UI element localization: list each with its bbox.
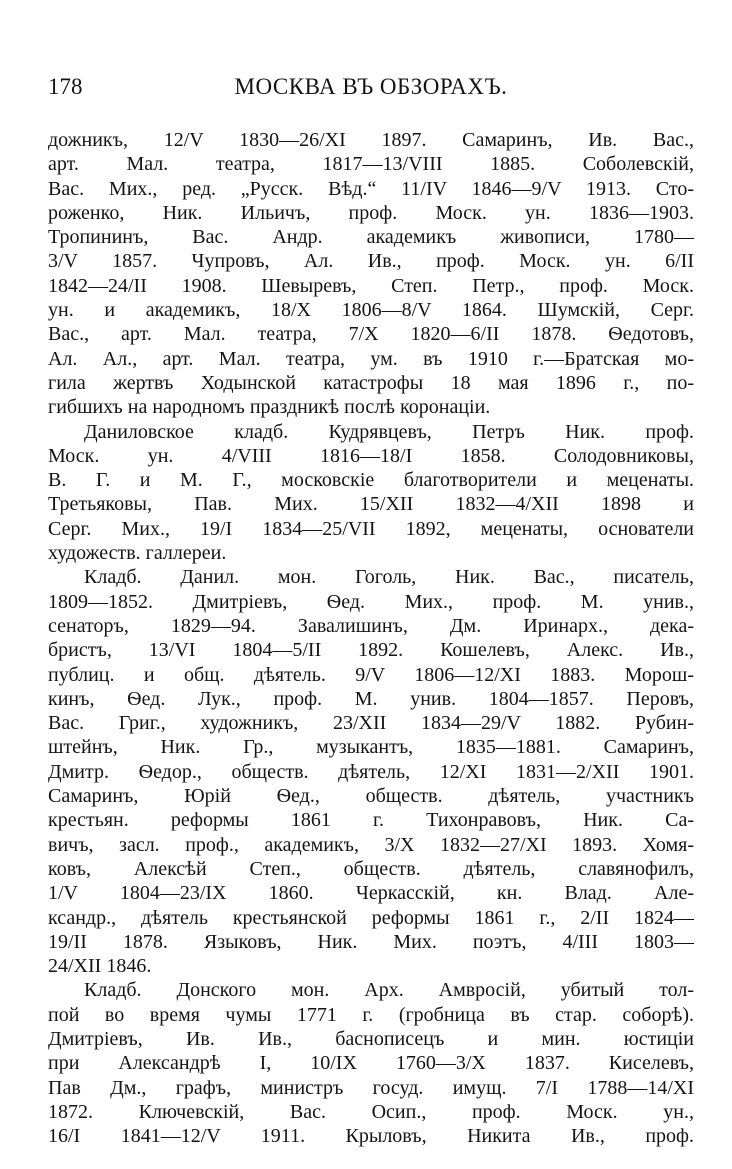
text-line: кинъ, Ѳед. Лук., проф. М. унив. 1804—1857. Перовъ,	[48, 687, 694, 710]
text-line: вичъ, засл. проф., академикъ, 3/X 1832—27/XI 1893. Хомя-	[48, 833, 694, 856]
text-line: Вас. Мих., ред. „Русск. Вѣд.“ 11/IV 1846—9/V 1913. Сто-	[48, 177, 694, 200]
text-line: Даниловское кладб. Кудрявцевъ, Петръ Ник. проф.	[84, 420, 694, 443]
text-line: пой во время чумы 1771 г. (гробница въ стар. соборѣ).	[48, 1003, 694, 1026]
text-line: 1872. Ключевскій, Вас. Осип., проф. Моск. ун.,	[48, 1100, 694, 1123]
text-line: Вас. Григ., художникъ, 23/XII 1834—29/V 1882. Рубин-	[48, 712, 694, 735]
text-line: штейнъ, Ник. Гр., музыкантъ, 1835—1881. Самаринъ,	[48, 736, 694, 759]
page-header	[48, 74, 694, 108]
text-line: бристъ, 13/VI 1804—5/II 1892. Кошелевъ, Алекс. Ив.,	[48, 639, 694, 662]
text-line: ун. и академикъ, 18/X 1806—8/V 1864. Шумскій, Серг.	[48, 299, 694, 322]
text-line: Тропининъ, Вас. Андр. академикъ живописи, 1780—	[48, 226, 694, 249]
text-line: 1809—1852. Дмитріевъ, Ѳед. Мих., проф. М. унив.,	[48, 590, 694, 613]
text-line: дожникъ, 12/V 1830—26/XI 1897. Самаринъ, Ив. Вас.,	[48, 129, 694, 151]
text-line: художеств. галлереи.	[48, 542, 227, 565]
text-line: В. Г. и М. Г., московскіе благотворители и меценаты.	[48, 469, 694, 492]
text-line: Самаринъ, Юрій Ѳед., обществ. дѣятель, участникъ	[48, 785, 694, 808]
text-line: роженко, Ник. Ильичъ, проф. Моск. ун. 1836—1903.	[48, 201, 694, 224]
text-line: 1842—24/II 1908. Шевыревъ, Степ. Петр., проф. Моск.	[48, 274, 694, 297]
text-line: арт. Мал. театра, 1817—13/VIII 1885. Соболевскій,	[48, 153, 694, 176]
text-line: публиц. и общ. дѣятель. 9/V 1806—12/XI 1883. Морош-	[48, 663, 694, 686]
text-line: 24/XII 1846.	[48, 955, 152, 978]
text-line: гила жертвъ Ходынской катастрофы 18 мая 1896 г., по-	[48, 371, 694, 394]
running-title: МОСКВА ВЪ ОБЗОРАХЪ.	[234, 74, 508, 99]
text-line: 3/V 1857. Чупровъ, Ал. Ив., проф. Моск. ун. 6/II	[48, 250, 694, 273]
text-line: Дмитріевъ, Ив. Ив., баснописецъ и мин. юстиціи	[48, 1027, 694, 1050]
text-line: Пав Дм., графъ, министръ госуд. имущ. 7/I 1788—14/XI	[48, 1076, 694, 1099]
text-line: Третьяковы, Пав. Мих. 15/XII 1832—4/XII 1898 и	[48, 493, 694, 516]
page-number: 178	[48, 74, 83, 99]
text-line: 16/I 1841—12/V 1911. Крыловъ, Никита Ив., проф.	[48, 1125, 694, 1148]
text-line: Вас., арт. Мал. театра, 7/X 1820—6/II 1878. Ѳедотовъ,	[48, 323, 694, 346]
text-line: ксандр., дѣятель крестьянской реформы 1861 г., 2/II 1824—	[48, 906, 694, 929]
text-line: ковъ, Алексѣй Степ., обществ. дѣятель, славянофилъ,	[48, 857, 694, 880]
text-line: Кладб. Данил. мон. Гоголь, Ник. Вас., писатель,	[84, 566, 694, 589]
text-line: Серг. Мих., 19/I 1834—25/VII 1892, меценаты, основатели	[48, 517, 694, 540]
text-line: сенаторъ, 1829—94. Завалишинъ, Дм. Иринарх., дека-	[48, 614, 694, 637]
text-line: Дмитр. Ѳедор., обществ. дѣятель, 12/XI 1831—2/XII 1901.	[48, 760, 694, 783]
text-line: Ал. Ал., арт. Мал. театра, ум. въ 1910 г.—Братская мо-	[48, 347, 694, 370]
text-line: при Александрѣ I, 10/IX 1760—3/X 1837. Киселевъ,	[48, 1052, 694, 1075]
text-line: Моск. ун. 4/VIII 1816—18/I 1858. Солодовниковы,	[48, 444, 694, 467]
text-line: Кладб. Донского мон. Арх. Амвросій, убитый тол-	[84, 979, 694, 1002]
text-line: 1/V 1804—23/IX 1860. Черкасскій, кн. Влад. Але-	[48, 882, 694, 905]
text-line: гибшихъ на народномъ праздникѣ послѣ коронаціи.	[48, 396, 491, 419]
body-text	[48, 128, 694, 1148]
text-line: 19/II 1878. Языковъ, Ник. Мих. поэтъ, 4/III 1803—	[48, 930, 694, 953]
text-line: крестьян. реформы 1861 г. Тихонравовъ, Ник. Са-	[48, 809, 694, 832]
